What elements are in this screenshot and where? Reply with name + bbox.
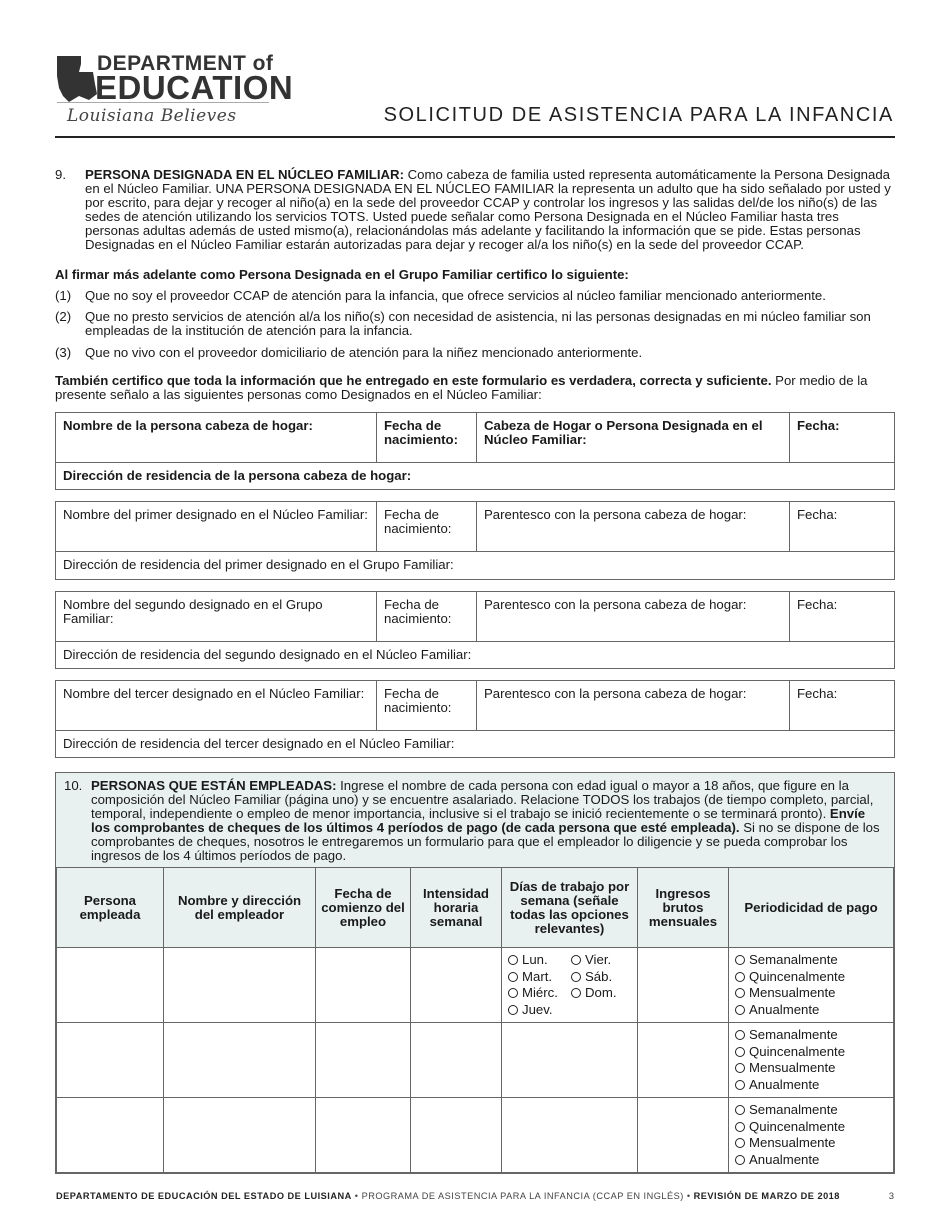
day-label: Juev. — [522, 1001, 553, 1017]
designee-1-dob-field[interactable]: Fecha de nacimiento: — [377, 502, 477, 552]
frequency-label: Anualmente — [749, 1151, 820, 1167]
designee-1-date-field[interactable]: Fecha: — [790, 502, 895, 552]
head-date-field[interactable]: Fecha: — [790, 413, 895, 463]
certify-statement-text: Por medio de la presente señalo a las siguientes personas como Designados en el Núcleo Familiar: — [55, 373, 868, 402]
designee-2-relation-field[interactable]: Parentesco con la persona cabeza de hogar: — [477, 592, 790, 642]
logo-dept-text: DEPARTMENT of — [97, 52, 274, 75]
footer-program: PROGRAMA DE ASISTENCIA PARA LA INFANCIA (CCAP EN INGLÉS) — [361, 1191, 684, 1201]
footer-department: DEPARTAMENTO DE EDUCACIÓN DEL ESTADO DE LUISIANA — [56, 1191, 352, 1201]
frequency-label: Anualmente — [749, 1076, 820, 1092]
radio-icon — [571, 988, 581, 998]
employed-person-cell[interactable] — [57, 948, 164, 1023]
designee-1-name-field[interactable]: Nombre del primer designado en el Núcleo Familiar: — [56, 502, 377, 552]
work-days-cell[interactable] — [502, 1023, 638, 1098]
frequency-label: Semanalmente — [749, 952, 838, 967]
gross-income-cell[interactable] — [638, 1023, 729, 1098]
radio-icon — [735, 1047, 745, 1057]
radio-icon — [735, 1105, 745, 1115]
frequency-option-weekly[interactable] — [735, 1102, 887, 1119]
pay-frequency-cell — [729, 1023, 894, 1098]
designee-2-date-field[interactable]: Fecha: — [790, 592, 895, 642]
page-number: 3 — [888, 1191, 894, 1202]
frequency-option-biweekly[interactable] — [735, 1119, 887, 1136]
designee-1-address-field[interactable]: Dirección de residencia del primer designado en el Grupo Familiar: — [56, 552, 895, 580]
employer-cell[interactable] — [164, 948, 316, 1023]
day-option-mon[interactable] — [508, 952, 571, 969]
section-10 — [55, 772, 895, 1174]
pay-frequency-cell — [729, 1098, 894, 1173]
radio-icon — [735, 1005, 745, 1015]
work-days-cell[interactable] — [502, 1098, 638, 1173]
section-9-heading: PERSONA DESIGNADA EN EL NÚCLEO FAMILIAR: — [85, 167, 404, 182]
employed-person-cell[interactable] — [57, 1098, 164, 1173]
certify-heading: Al firmar más adelante como Persona Designada en el Grupo Familiar certifico lo siguiente: — [55, 267, 629, 282]
frequency-option-biweekly[interactable] — [735, 969, 887, 986]
radio-icon — [735, 988, 745, 998]
head-dob-field[interactable]: Fecha de nacimiento: — [377, 413, 477, 463]
radio-icon — [735, 1080, 745, 1090]
day-option-wed[interactable] — [508, 985, 571, 1002]
certify-statement — [55, 374, 895, 402]
employment-row — [57, 1098, 894, 1173]
radio-icon — [735, 1138, 745, 1148]
radio-icon — [508, 972, 518, 982]
frequency-option-annually[interactable] — [735, 1002, 887, 1019]
col-work-days: Días de trabajo por semana (señale todas las opciones relevantes) — [502, 868, 638, 948]
certify-item-number: (1) — [55, 288, 72, 303]
frequency-label: Semanalmente — [749, 1027, 838, 1042]
frequency-label: Quincenalmente — [749, 968, 846, 984]
radio-icon — [571, 972, 581, 982]
footer-separator: • — [351, 1191, 362, 1201]
employment-row — [57, 1023, 894, 1098]
frequency-label: Mensualmente — [749, 1135, 836, 1150]
head-of-household-table — [55, 412, 895, 490]
radio-icon — [735, 955, 745, 965]
certify-item-number: (3) — [55, 345, 72, 360]
frequency-label: Semanalmente — [749, 1102, 838, 1117]
footer-separator: • — [683, 1191, 694, 1201]
designee-3-name-field[interactable]: Nombre del tercer designado en el Núcleo Familiar: — [56, 681, 377, 731]
day-option-sat[interactable] — [571, 969, 631, 986]
day-option-tue[interactable] — [508, 969, 571, 986]
frequency-label: Quincenalmente — [749, 1118, 846, 1134]
start-date-cell[interactable] — [316, 948, 411, 1023]
day-label: Vier. — [585, 952, 612, 967]
col-start-date: Fecha de comienzo del empleo — [316, 868, 411, 948]
frequency-option-monthly[interactable] — [735, 985, 887, 1002]
day-option-thu[interactable] — [508, 1002, 571, 1019]
day-label: Dom. — [585, 985, 617, 1000]
page-title: SOLICITUD DE ASISTENCIA PARA LA INFANCIA — [383, 104, 894, 126]
designee-3-date-field[interactable]: Fecha: — [790, 681, 895, 731]
frequency-option-monthly[interactable] — [735, 1135, 887, 1152]
day-label: Lun. — [522, 952, 548, 967]
radio-icon — [508, 955, 518, 965]
designee-3-relation-field[interactable]: Parentesco con la persona cabeza de hogar: — [477, 681, 790, 731]
section-10-text: Ingrese el nombre de cada persona con edad igual o mayor a 18 años, que figure en la composición del Núcleo Familiar (página uno) y se encuentre asalariado. Relacione TODOS los trabajos (de tiempo completo, parcial, temporal, independiente o empleo de menor importancia, inclusive si el trabajo se inició recientemente o se terminará pronto). — [91, 778, 874, 821]
certify-item-1 — [55, 289, 895, 303]
col-weekly-hours: Intensidad horaria semanal — [411, 868, 502, 948]
radio-icon — [508, 1005, 518, 1015]
section-9-text: Como cabeza de familia usted representa automáticamente la Persona Designada en el Núcleo Familiar. UNA PERSONA DESIGNADA EN EL NÚCLEO FAMILIAR la representa un adulto que ha sido señalado por usted y por escrito, para dejar y recoger al niño(a) en la sede del proveedor CCAP y controlar los ingresos y las salidas del/de los niño(s) de las sedes de atención utilizando los servicios TOTS. Usted puede señalar como Persona Designada en el Núcleo Familiar hasta tres personas adultas además de usted mismo(a), relacionándolas más adelante y facilitando la información que se pide. Estas personas Designadas en el Núcleo Familiar estarán autorizadas para dejar y recoger al/a los niño(s) en la sede del proveedor CCAP. — [85, 167, 891, 252]
employer-cell[interactable] — [164, 1098, 316, 1173]
frequency-label: Anualmente — [749, 1001, 820, 1017]
weekly-hours-cell[interactable] — [411, 1098, 502, 1173]
head-name-field[interactable]: Nombre de la persona cabeza de hogar: — [56, 413, 377, 463]
weekly-hours-cell[interactable] — [411, 948, 502, 1023]
designee-3-dob-field[interactable]: Fecha de nacimiento: — [377, 681, 477, 731]
footer-revision: REVISIÓN DE MARZO DE 2018 — [693, 1191, 840, 1201]
radio-icon — [735, 1155, 745, 1165]
radio-icon — [735, 1030, 745, 1040]
radio-icon — [735, 972, 745, 982]
section-10-bold-text: Envíe los comprobantes de cheques de los últimos 4 períodos de pago (de cada persona que esté empleada). — [91, 806, 866, 835]
radio-icon — [735, 1063, 745, 1073]
col-gross-income: Ingresos brutos mensuales — [638, 868, 729, 948]
day-option-fri[interactable] — [571, 952, 631, 969]
employment-row — [57, 948, 894, 1023]
day-label: Miérc. — [522, 985, 558, 1000]
gross-income-cell[interactable] — [638, 1098, 729, 1173]
frequency-label: Quincenalmente — [749, 1043, 846, 1059]
certify-statement-bold: También certifico que toda la información que he entregado en este formulario es verdadera, correcta y suficiente. — [55, 373, 772, 388]
frequency-label: Mensualmente — [749, 985, 836, 1000]
radio-icon — [735, 1122, 745, 1132]
section-10-number: 10. — [64, 778, 83, 793]
employment-table — [56, 867, 894, 1173]
head-role-field[interactable]: Cabeza de Hogar o Persona Designada en el Núcleo Familiar: — [477, 413, 790, 463]
start-date-cell[interactable] — [316, 1098, 411, 1173]
designee-2-table — [55, 591, 895, 669]
certify-item-number: (2) — [55, 309, 72, 324]
designee-2-dob-field[interactable]: Fecha de nacimiento: — [377, 592, 477, 642]
day-label: Mart. — [522, 968, 553, 984]
designee-1-table — [55, 501, 895, 580]
logo-tagline: Louisiana Believes — [67, 106, 237, 126]
head-address-field[interactable]: Dirección de residencia de la persona cabeza de hogar: — [56, 463, 895, 490]
certify-item-text: Que no soy el proveedor CCAP de atención para la infancia, que ofrece servicios al núcleo familiar mencionado anteriormente. — [85, 288, 826, 303]
frequency-option-monthly[interactable] — [735, 1060, 887, 1077]
frequency-option-weekly[interactable] — [735, 1027, 887, 1044]
work-days-cell — [502, 948, 638, 1023]
logo-education-text: EDUCATION — [95, 69, 294, 106]
employer-cell[interactable] — [164, 1023, 316, 1098]
certify-item-2 — [55, 310, 895, 338]
gross-income-cell[interactable] — [638, 948, 729, 1023]
employed-person-cell[interactable] — [57, 1023, 164, 1098]
frequency-option-biweekly[interactable] — [735, 1044, 887, 1061]
start-date-cell[interactable] — [316, 1023, 411, 1098]
frequency-option-annually[interactable] — [735, 1077, 887, 1094]
frequency-option-weekly[interactable] — [735, 952, 887, 969]
radio-icon — [571, 955, 581, 965]
section-9-paragraph — [55, 168, 895, 252]
page-footer — [56, 1191, 840, 1201]
logo-divider — [57, 102, 269, 103]
weekly-hours-cell[interactable] — [411, 1023, 502, 1098]
day-option-sun[interactable] — [571, 985, 631, 1002]
frequency-option-annually[interactable] — [735, 1152, 887, 1169]
certify-item-text: Que no presto servicios de atención al/a los niño(s) con necesidad de asistencia, ni las personas designadas en mi núcleo familiar son empleadas de la institución de atención para la infancia. — [85, 309, 871, 338]
section-10-intro — [56, 773, 894, 867]
louisiana-state-icon — [55, 54, 97, 104]
pay-frequency-cell — [729, 948, 894, 1023]
certify-item-text: Que no vivo con el proveedor domiciliario de atención para la niñez mencionado anteriormente. — [85, 345, 643, 360]
col-employer: Nombre y dirección del empleador — [164, 868, 316, 948]
designee-3-address-field[interactable]: Dirección de residencia del tercer designado en el Núcleo Familiar: — [56, 731, 895, 758]
col-pay-frequency: Periodicidad de pago — [729, 868, 894, 948]
section-10-heading: PERSONAS QUE ESTÁN EMPLEADAS: — [91, 778, 337, 793]
designee-2-address-field[interactable]: Dirección de residencia del segundo designado en el Núcleo Familiar: — [56, 642, 895, 669]
certify-item-3 — [55, 346, 895, 360]
department-of-education-logo — [55, 52, 294, 132]
designee-3-table — [55, 680, 895, 758]
frequency-label: Mensualmente — [749, 1060, 836, 1075]
designee-1-relation-field[interactable]: Parentesco con la persona cabeza de hogar: — [477, 502, 790, 552]
header-divider — [55, 136, 895, 138]
day-label: Sáb. — [585, 968, 613, 984]
section-10-text-end: Si no se dispone de los comprobantes de cheques, nosotros le entregaremos un formulario para que el empleador lo diligencie y se pueda comprobar los ingresos de los 4 últimos períodos de pago. — [91, 820, 880, 863]
section-9-number: 9. — [55, 167, 66, 182]
designee-2-name-field[interactable]: Nombre del segundo designado en el Grupo Familiar: — [56, 592, 377, 642]
radio-icon — [508, 988, 518, 998]
col-employed-person: Persona empleada — [57, 868, 164, 948]
